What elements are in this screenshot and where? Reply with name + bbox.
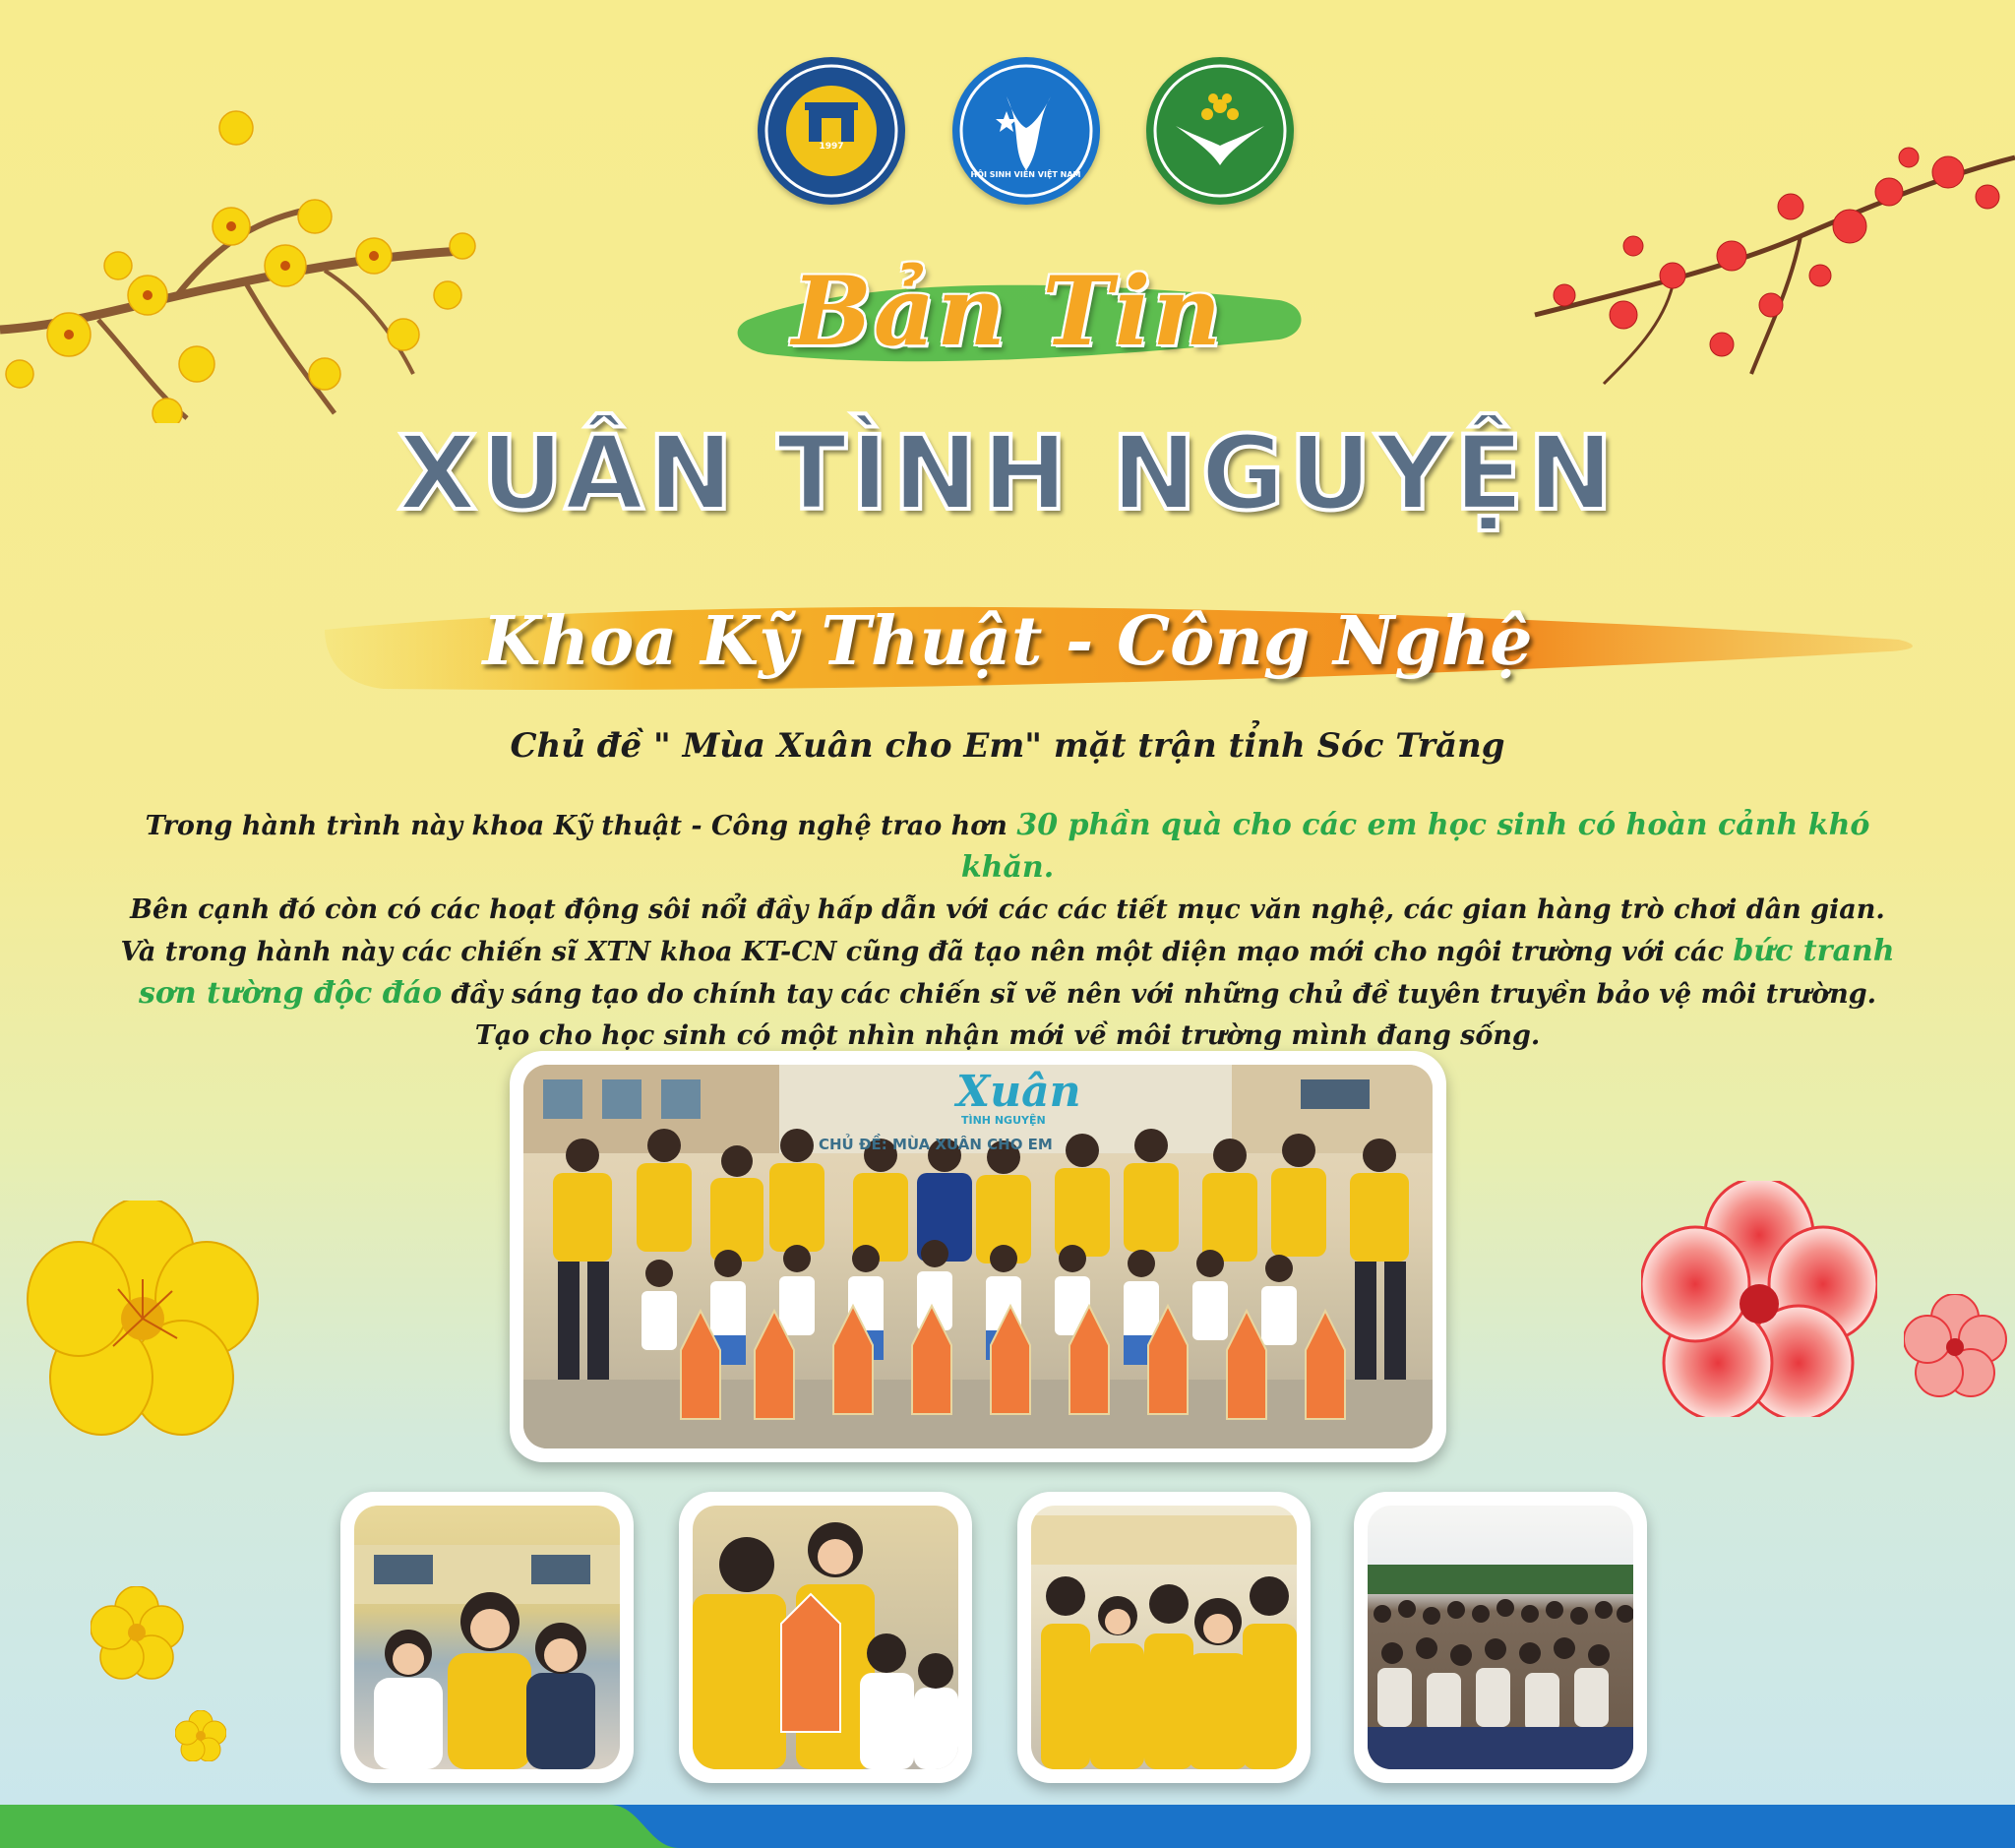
highlight-text: 30 phần quà cho các em học sinh có hoàn cảnh khó khăn. [960,808,1870,885]
photo-3-illustration [1031,1506,1297,1769]
photo-3 [1031,1506,1297,1769]
logo-row [758,57,1294,205]
group-photo-frame [510,1051,1446,1462]
university-logo [758,57,905,205]
photo-banner-script: Xuân [956,1067,1081,1117]
logo-caption: HỘI SINH VIÊN VIỆT NAM [970,170,1081,179]
description-line-3 [118,931,1897,973]
bottom-color-stripe [0,1805,2015,1848]
volunteer-campaign-logo [1146,57,1294,205]
apricot-flower-tiny [175,1710,226,1761]
photo-4-illustration [1368,1506,1633,1769]
description-text [118,805,1897,1057]
text-span: Trong hành trình này khoa Kỹ thuật - Công nghệ trao hơn [145,811,1017,841]
peach-flower-large [1641,1181,1877,1417]
description-line-4 [118,973,1897,1016]
group-photo [523,1065,1433,1448]
campaign-title: XUÂN TÌNH NGUYỆN [397,413,1618,533]
university-emblem-icon [758,57,905,205]
photo-banner-sub: TÌNH NGUYỆN [961,1114,1046,1127]
apricot-flower-large [25,1201,261,1437]
description-line-2: Bên cạnh đó còn có các hoạt động sôi nổi đầy hấp dẫn với các các tiết mục văn nghệ, các gian hàng trò chơi dân gian. [130,894,1885,925]
theme-subtitle: Chủ đề " Mùa Xuân cho Em" mặt trận tỉnh Sóc Trăng [510,726,1505,766]
description-line-5: Tạo cho học sinh có một nhìn nhận mới về môi trường mình đang sống. [474,1020,1541,1051]
photo-4-frame [1354,1492,1647,1783]
text-span: Và trong hành này các chiến sĩ XTN khoa KT-CN cũng đã tạo nên một diện mạo mới cho ngôi trường với các [120,937,1734,967]
logo-year: 1997 [819,142,844,152]
text-span: đầy sáng tạo do chính tay các chiến sĩ vẽ nên với những chủ đề tuyên truyền bảo vệ môi trường. [442,979,1877,1010]
photo-1-frame [340,1492,634,1783]
highlight-text: sơn tường độc đáo [138,976,443,1011]
highlight-text: bức tranh [1733,934,1895,968]
photo-3-frame [1017,1492,1311,1783]
apricot-flower-small [91,1586,184,1680]
photo-banner-theme: CHỦ ĐỀ: MÙA XUÂN CHO EM [819,1136,1053,1153]
photo-2-illustration [693,1506,958,1769]
photo-1-illustration [354,1506,620,1769]
bulletin-title: Bản Tin [791,256,1224,367]
student-association-logo [952,57,1100,205]
photo-1 [354,1506,620,1769]
description-line-1 [118,805,1897,890]
faculty-title: Khoa Kỹ Thuật - Công Nghệ [482,602,1533,681]
photo-2-frame [679,1492,972,1783]
hands-icon [1146,57,1294,205]
photo-2 [693,1506,958,1769]
dove-icon [952,57,1100,205]
photo-4 [1368,1506,1633,1769]
peach-flower-small [1904,1294,2007,1397]
